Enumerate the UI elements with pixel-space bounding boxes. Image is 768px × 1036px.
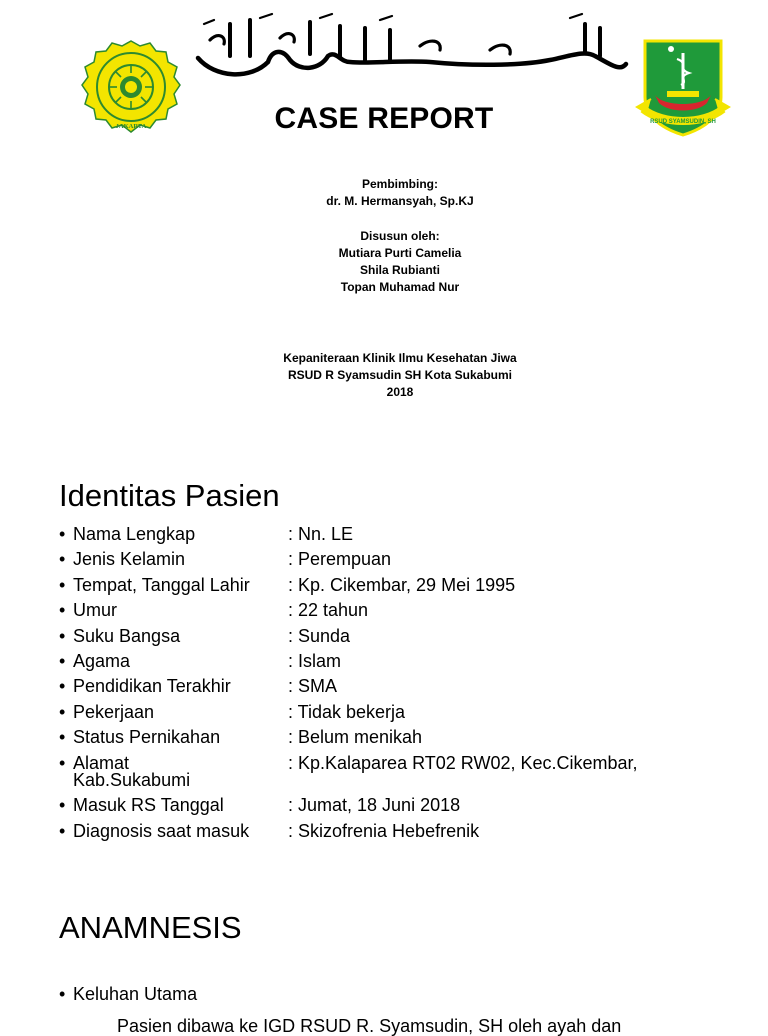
bullet-icon: • [59,549,66,569]
anamnesis-heading: ANAMNESIS [59,910,242,945]
pembimbing-label: Pembimbing: [361,177,438,191]
field-label: Suku Bangsa [73,626,181,646]
bullet-icon: • [59,727,66,747]
field-value: : Jumat, 18 Juni 2018 [288,795,461,815]
field-value: : 22 tahun [288,600,369,620]
field-value: : Tidak bekerja [288,702,406,722]
field-value: : Sunda [288,626,351,646]
bullet-icon: • [59,753,66,773]
hospital-name: RSUD R Syamsudin SH Kota Sukabumi [287,368,513,382]
field-label: Agama [73,651,131,671]
bullet-label: Keluhan Utama [73,984,198,1004]
author-name: Mutiara Purti Camelia [338,246,462,260]
report-year: 2018 [386,385,414,399]
bullet-icon: • [59,651,66,671]
field-value: : Skizofrenia Hebefrenik [288,821,480,841]
pembimbing-name: dr. M. Hermansyah, Sp.KJ [326,194,474,208]
author-name: Shila Rubianti [359,263,440,277]
field-label: Umur [73,600,117,620]
field-label: Masuk RS Tanggal [73,795,224,815]
bismillah-calligraphy [190,10,630,90]
field-value: : Islam [288,651,342,671]
field-label: Pendidikan Terakhir [73,676,231,696]
field-value: : Kp. Cikembar, 29 Mei 1995 [288,575,516,595]
bullet-icon: • [59,600,66,620]
identity-slide [0,468,768,868]
field-label: Status Pernikahan [73,727,221,747]
field-label-continued: Kab.Sukabumi [73,770,191,790]
cover-slide [0,0,768,432]
institution-block [0,350,768,401]
identity-heading: Identitas Pasien [59,478,280,513]
bullet-icon: • [59,575,66,595]
pembimbing-block [0,176,768,210]
svg-text:RSUD SYAMSUDIN, SH: RSUD SYAMSUDIN, SH [650,119,716,125]
field-value: : SMA [288,676,338,696]
program-name: Kepaniteraan Klinik Ilmu Kesehatan Jiwa [283,351,517,365]
field-value: : Nn. LE [288,524,354,544]
bullet-icon: • [59,795,66,815]
field-value: : Perempuan [288,549,392,569]
page-title: CASE REPORT [274,102,494,135]
svg-text:JAKARTA: JAKARTA [115,123,147,130]
field-label: Nama Lengkap [73,524,196,544]
bullet-icon: • [59,821,66,841]
bullet-icon: • [59,524,66,544]
field-label: Diagnosis saat masuk [73,821,250,841]
bullet-icon: • [59,702,66,722]
author-name: Topan Muhamad Nur [340,280,460,294]
field-label: Jenis Kelamin [73,549,186,569]
disusun-label: Disusun oleh: [360,229,440,243]
field-label: Pekerjaan [73,702,155,722]
field-value: : Kp.Kalaparea RT02 RW02, Kec.Cikembar, [288,753,638,773]
anamnesis-slide [0,900,768,1036]
field-label: Alamat [73,753,130,773]
paragraph-text: Pasien dibawa ke IGD RSUD R. Syamsudin, SH oleh ayah dan [117,1016,622,1036]
field-value: : Belum menikah [288,727,423,747]
bullet-icon: • [59,676,66,696]
authors-block [0,228,768,296]
field-label: Tempat, Tanggal Lahir [73,575,250,595]
bullet-icon: • [59,984,66,1004]
bullet-icon: • [59,626,66,646]
